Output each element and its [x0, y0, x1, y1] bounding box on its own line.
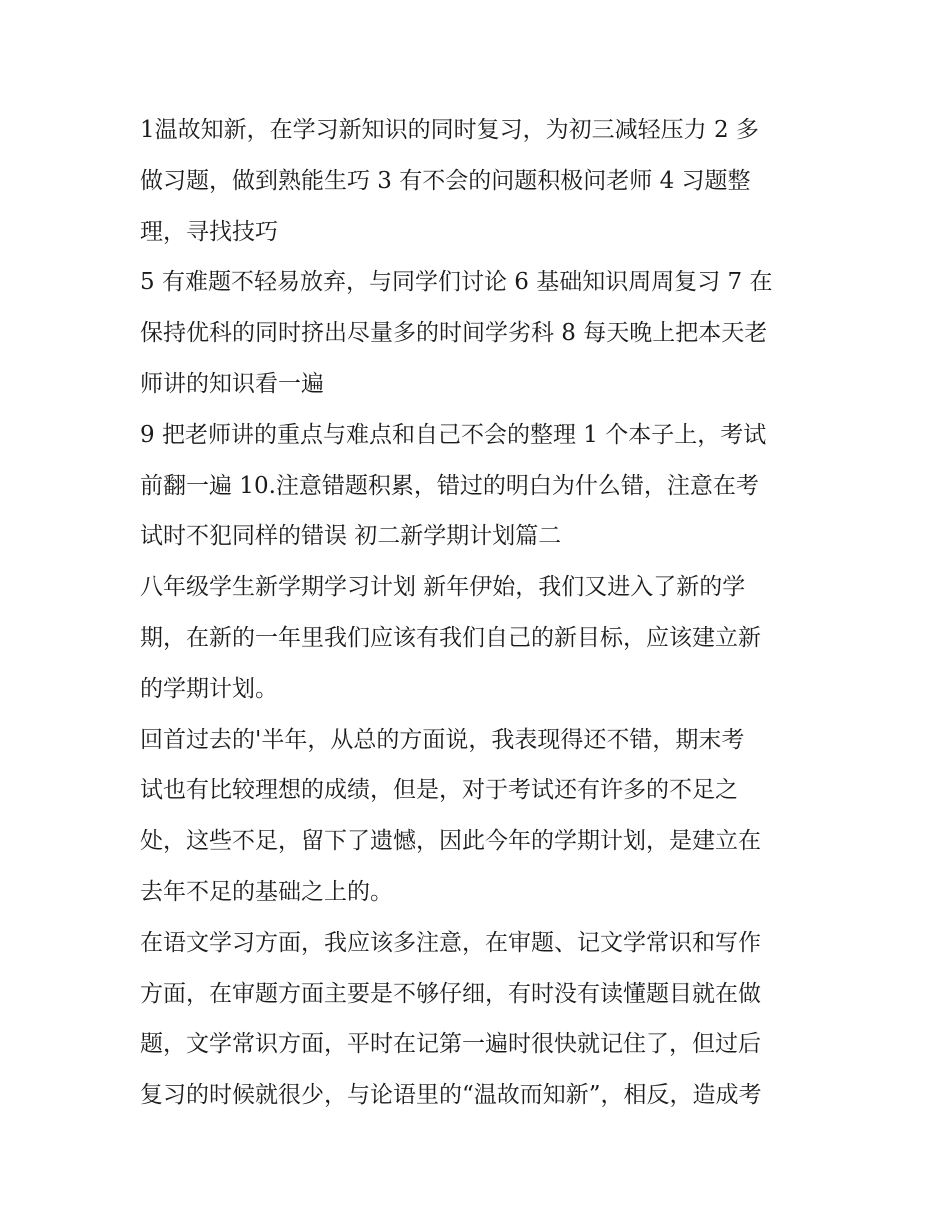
paragraph-line: 试也有比较理想的成绩，但是，对于考试还有许多的不足之	[140, 777, 738, 804]
paragraph-6	[140, 918, 820, 1121]
paragraph-5	[140, 715, 820, 918]
paragraph-line: 期，在新的一年里我们应该有我们自己的新目标，应该建立新	[140, 624, 761, 651]
paragraph-line: 理，寻找技巧	[140, 218, 278, 245]
paragraph-line: 保持优科的同时挤出尽量多的时间学劣科 8 每天晚上把本天老	[140, 320, 768, 347]
paragraph-2	[140, 257, 820, 409]
paragraph-4	[140, 562, 820, 714]
paragraph-line: 做习题，做到熟能生巧 3 有不会的问题积极问老师 4 习题整	[140, 167, 751, 194]
paragraph-line: 八年级学生新学期学习计划 新年伊始，我们又进入了新的学	[140, 574, 746, 601]
paragraph-line: 回首过去的'半年，从总的方面说，我表现得还不错，期末考	[140, 726, 745, 753]
paragraph-1	[140, 105, 820, 257]
paragraph-line: 方面，在审题方面主要是不够仔细，有时没有读懂题目就在做	[140, 980, 761, 1007]
paragraph-line: 复习的时候就很少，与论语里的“温故而知新”，相反，造成考	[140, 1082, 762, 1109]
document-body	[140, 105, 820, 1121]
paragraph-line: 的学期计划。	[140, 675, 278, 702]
paragraph-line: 5 有难题不轻易放弃，与同学们讨论 6 基础知识周周复习 7 在	[140, 269, 773, 296]
paragraph-line: 9 把老师讲的重点与难点和自己不会的整理 1 个本子上，考试	[140, 421, 767, 448]
paragraph-line: 题，文学常识方面，平时在记第一遍时很快就记住了，但过后	[140, 1031, 761, 1058]
paragraph-3	[140, 410, 820, 562]
paragraph-line: 前翻一遍 10.注意错题积累，错过的明白为什么错，注意在考	[140, 472, 759, 499]
paragraph-line: 在语文学习方面，我应该多注意，在审题、记文学常识和写作	[140, 929, 761, 956]
paragraph-line: 处，这些不足，留下了遗憾，因此今年的学期计划，是建立在	[140, 828, 761, 855]
paragraph-line: 去年不足的基础之上的。	[140, 878, 393, 905]
paragraph-line: 试时不犯同样的错误 初二新学期计划篇二	[140, 523, 562, 550]
paragraph-line: 1温故知新，在学习新知识的同时复习，为初三减轻压力 2 多	[140, 117, 759, 143]
paragraph-line: 师讲的知识看一遍	[140, 370, 324, 397]
